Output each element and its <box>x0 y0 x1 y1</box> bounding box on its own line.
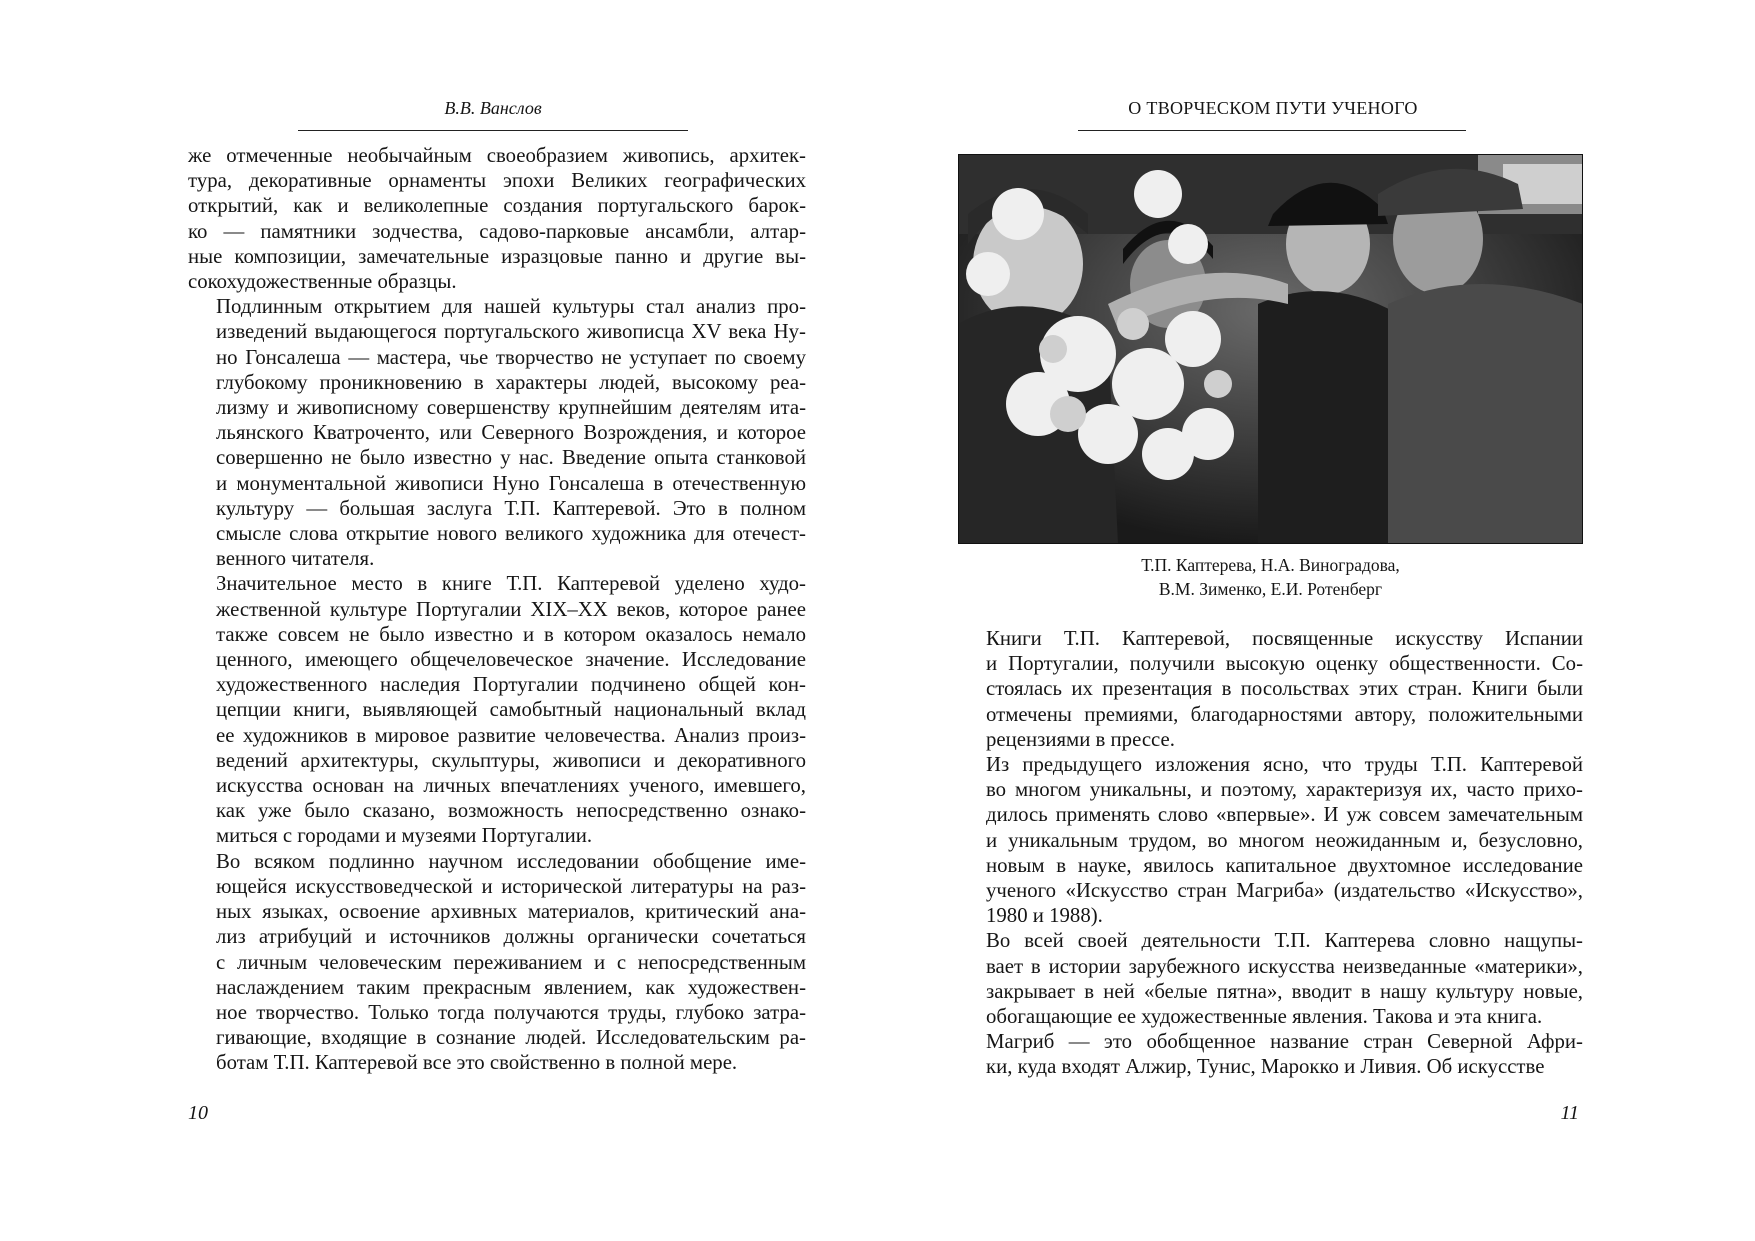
text-line: Во всяком подлинно научном исследовании обобщение име- <box>216 849 806 873</box>
caption-line: Т.П. Каптерева, Н.А. Виноградова, <box>1141 555 1400 575</box>
text-line: лиз атрибуций и источников должны органически сочетаться <box>216 925 806 949</box>
text-line: глубокому проникновению в характеры людей, высокому реа- <box>216 370 806 394</box>
archival-photograph <box>958 154 1583 544</box>
text-line: гивающие, входящие в сознание людей. Исследовательским ра- <box>216 1026 806 1050</box>
text-line: ведений архитектуры, скульптуры, живописи и декоративного <box>216 748 806 772</box>
page-number-right: 11 <box>1560 1102 1579 1124</box>
text-line: лизму и живописному совершенству крупнейшим деятелям ита- <box>216 396 806 420</box>
text-line: отмечены премиями, благодарностями автору, положительными <box>986 702 1583 726</box>
text-line: Значительное место в книге Т.П. Каптеревой уделено худо- <box>216 572 806 596</box>
text-line: ботам Т.П. Каптеревой все это свойственно в полной мере. <box>216 1051 738 1075</box>
text-line: совершенно не было известно у нас. Введение опыта станковой <box>216 446 806 470</box>
running-head-right: О ТВОРЧЕСКОМ ПУТИ УЧЕНОГО <box>1128 98 1418 118</box>
photograph-image <box>958 154 1583 544</box>
text-line: и уникальным трудом, во многом неожиданным и, безусловно, <box>986 828 1583 852</box>
left-page <box>188 0 806 1241</box>
text-line: как уже было сказано, возможность непосредственно ознако- <box>216 799 806 823</box>
text-line: искусства основан на личных впечатлениях ученого, имевшего, <box>216 774 806 798</box>
paragraph <box>958 752 1583 928</box>
text-line: ное творчество. Только тогда получаются труды, глубоко затра- <box>216 1000 806 1024</box>
paragraph <box>188 571 806 848</box>
text-line: цепции книги, выявляющей самобытный национальный вклад <box>216 698 806 722</box>
right-body-text <box>958 626 1583 1080</box>
text-line: открытий, как и великолепные создания португальского барок- <box>188 194 806 218</box>
text-line: Книги Т.П. Каптеревой, посвященные искусству Испании <box>986 627 1583 650</box>
text-line: но Гонсалеша — мастера, чье творчество не уступает по своему <box>216 345 806 369</box>
text-line: также совсем не было известно и в котором оказалось немало <box>216 622 806 646</box>
page-number-left: 10 <box>188 1102 208 1124</box>
text-line: миться с городами и музеями Португалии. <box>216 824 593 848</box>
text-line: закрывает в ней «белые пятна», вводит в нашу культуру новые, <box>986 979 1583 1003</box>
text-line: ученого «Искусство стран Магриба» (издательство «Искусство», <box>986 879 1583 903</box>
text-line: и Португалии, получили высокую оценку общественности. Со- <box>986 652 1583 676</box>
text-line: вает в истории зарубежного искусства неизведанные «материки», <box>986 954 1583 978</box>
text-line: во многом уникальны, и поэтому, характеризуя их, часто прихо- <box>986 778 1583 802</box>
text-line: ценного, имеющего общечеловеческое значение. Исследование <box>216 648 806 672</box>
text-line: сокохудожественные образцы. <box>188 270 457 294</box>
paragraph <box>188 143 806 294</box>
paragraph <box>188 294 806 571</box>
header-rule-left <box>298 130 688 131</box>
header-rule-right <box>1078 130 1466 131</box>
text-line: художественного наследия Португалии подчинено общей кон- <box>216 673 806 697</box>
left-body-text <box>188 143 806 1076</box>
text-line: Магриб — это обобщенное название стран Северной Афри- <box>986 1030 1583 1054</box>
text-line: новым в науке, явилось капитальное двухтомное исследование <box>986 853 1583 877</box>
text-line: Из предыдущего изложения ясно, что труды Т.П. Каптеревой <box>986 753 1583 777</box>
running-head-left: В.В. Ванслов <box>444 98 542 118</box>
text-line: обогащающие ее художественные явления. Такова и эта книга. <box>986 1005 1543 1029</box>
text-line: льянского Кватроченто, или Северного Возрождения, и которое <box>216 421 806 445</box>
text-line: 1980 и 1988). <box>986 904 1103 928</box>
text-line: Подлинным открытием для нашей культуры стал анализ про- <box>216 295 806 319</box>
text-line: с личным человеческим переживанием и с непосредственным <box>216 950 806 974</box>
text-line: ки, куда входят Алжир, Тунис, Марокко и Ливия. Об искусстве <box>986 1055 1545 1079</box>
text-line: смысле слова открытие нового великого художника для отечест- <box>216 522 806 546</box>
paragraph <box>958 928 1583 1029</box>
text-line: стоялась их презентация в посольствах этих стран. Книги были <box>986 677 1583 701</box>
text-line: тура, декоративные орнаменты эпохи Великих географических <box>188 169 806 193</box>
text-line: ко — памятники зодчества, садово-парковые ансамбли, алтар- <box>188 219 806 243</box>
text-line: дилось применять слово «впервые». И уж совсем замечательным <box>986 803 1583 827</box>
text-line: ные композиции, замечательные изразцовые панно и другие вы- <box>188 244 806 268</box>
paragraph <box>958 1029 1583 1079</box>
text-line: же отмеченные необычайным своеобразием живопись, архитек- <box>188 144 806 167</box>
text-line: культуру — большая заслуга Т.П. Каптеревой. Это в полном <box>216 496 806 520</box>
text-line: ющейся искусствоведческой и исторической литературы на раз- <box>216 874 806 898</box>
right-page <box>958 0 1583 1241</box>
text-line: рецензиями в прессе. <box>986 727 1175 751</box>
photo-caption <box>958 553 1583 601</box>
text-line: наслаждением таким прекрасным явлением, как художествен- <box>216 975 806 999</box>
text-line: ных языках, освоение архивных материалов, критический ана- <box>216 900 806 924</box>
caption-line: В.М. Зименко, Е.И. Ротенберг <box>1158 579 1383 599</box>
text-line: изведений выдающегося португальского живописца XV века Ну- <box>216 320 806 344</box>
text-line: ее художников в мировое развитие человечества. Анализ произ- <box>216 723 806 747</box>
text-line: Во всей своей деятельности Т.П. Каптерева словно нащупы- <box>986 929 1583 953</box>
text-line: и монументальной живописи Нуно Гонсалеша в отечественную <box>216 471 806 495</box>
paragraph <box>188 849 806 1076</box>
text-line: венного читателя. <box>216 547 375 571</box>
text-line: жественной культуре Португалии XIX–XX веков, которое ранее <box>216 597 806 621</box>
paragraph <box>958 626 1583 752</box>
